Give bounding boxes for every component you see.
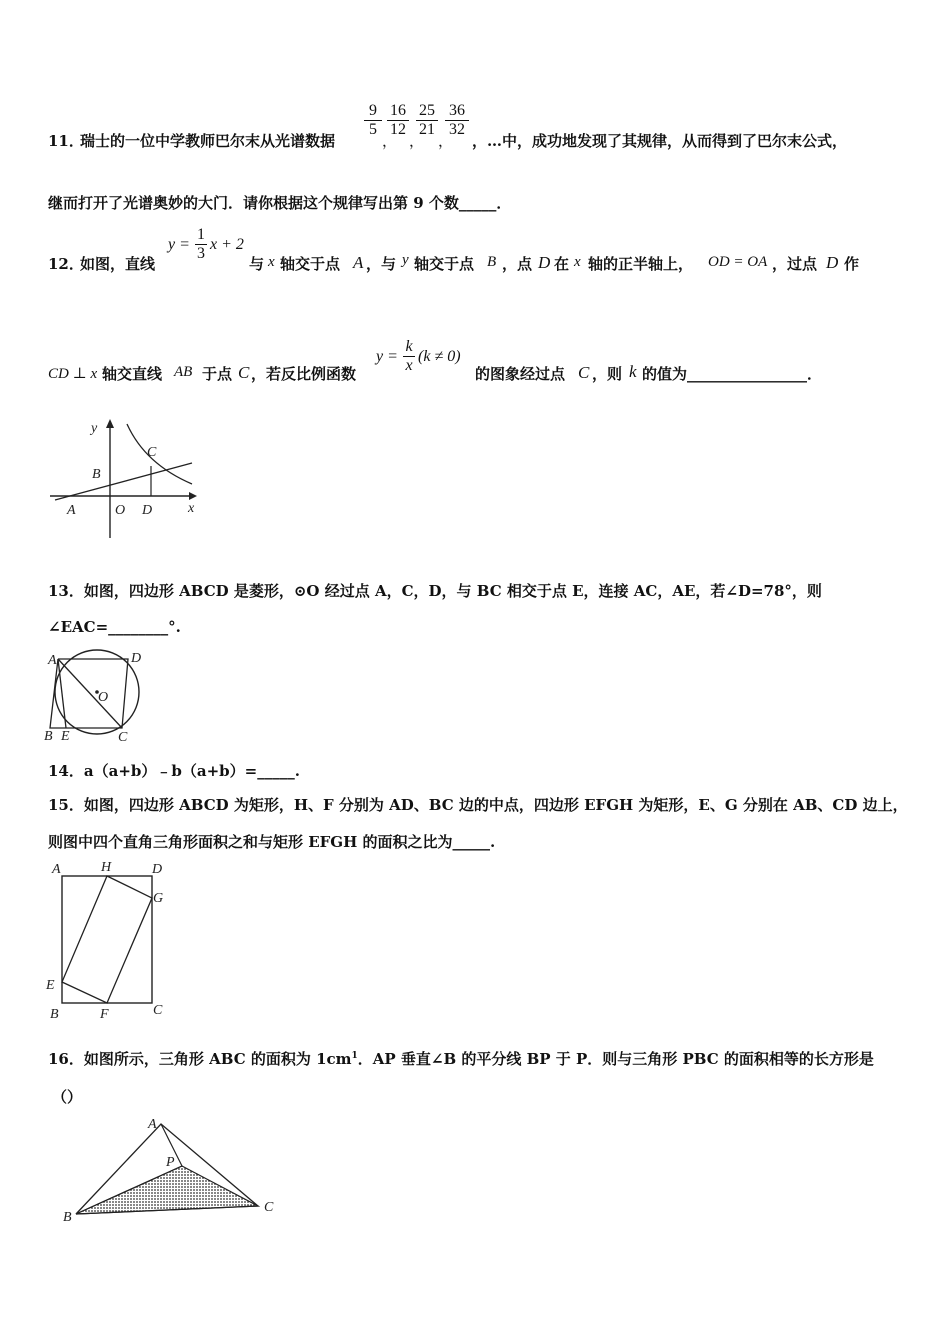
fraction-1: $\frac{9}{5}$ xyxy=(364,102,382,139)
q12-eq-fraction: $\frac{1}{3}$ xyxy=(197,226,205,262)
q12-k-over-x: $\frac{k}{x}$ xyxy=(403,338,415,375)
q14-line: 14．a（a+b）﹣b（a+b）=_____. xyxy=(48,762,300,780)
label-o: O xyxy=(115,503,126,518)
label-a: A xyxy=(67,503,76,518)
label-d: D xyxy=(142,503,153,518)
q15-line1: 15．如图，四边形 ABCD 为矩形，H、F 分别为 AD、BC 边的中点，四边形 EFGH 为矩形，E、G 分别在 AB、CD 边上， xyxy=(48,796,908,814)
label-c: C xyxy=(264,1200,274,1215)
label-b: B xyxy=(63,1210,72,1225)
label-d: D xyxy=(152,862,163,877)
q13-line2: ∠EAC=________°. xyxy=(48,618,181,636)
x-axis-arrow xyxy=(189,492,197,500)
label-g: G xyxy=(153,891,164,906)
label-c: C xyxy=(118,730,128,745)
label-c: C xyxy=(147,445,157,460)
q16-figure xyxy=(58,1114,298,1224)
q12-eq-y: y = xyxy=(168,236,190,253)
label-b: B xyxy=(44,729,53,744)
q13-line1: 13．如图，四边形 ABCD 是菱形，⊙O 经过点 A，C，D，与 BC 相交于点 E，连接 AC，AE，若∠D=78°，则 xyxy=(48,582,822,600)
q12-figure xyxy=(45,416,215,546)
label-c: C xyxy=(153,1003,163,1018)
fraction-2: $\frac{16}{12}$ xyxy=(387,102,409,139)
q12-number: 12． xyxy=(48,255,84,273)
label-a: A xyxy=(52,862,61,877)
line-ab xyxy=(55,463,192,500)
label-y: y xyxy=(91,421,98,436)
label-x: x xyxy=(188,501,195,516)
q11-text-before: 瑞士的一位中学教师巴尔末从光谱数据 xyxy=(80,132,336,150)
q13-figure xyxy=(40,648,150,748)
label-e: E xyxy=(61,729,70,744)
label-a: A xyxy=(48,653,57,668)
q15-figure xyxy=(44,858,184,1023)
label-h: H xyxy=(101,860,112,875)
fraction-4: $\frac{36}{32}$ xyxy=(445,102,469,139)
label-o: O xyxy=(98,690,109,705)
rectangle-efgh xyxy=(62,876,152,1003)
label-b: B xyxy=(50,1007,59,1022)
label-p: P xyxy=(166,1155,175,1170)
fraction-3: $\frac{25}{21}$ xyxy=(416,102,438,139)
label-a: A xyxy=(148,1117,157,1132)
hyperbola-curve xyxy=(127,424,192,484)
label-e: E xyxy=(46,978,55,993)
q15-line2: 则图中四个直角三角形面积之和与矩形 EFGH 的面积之比为_____. xyxy=(48,833,496,851)
label-f: F xyxy=(100,1007,109,1022)
label-b: B xyxy=(92,467,101,482)
rectangle-abcd xyxy=(62,876,152,1003)
y-axis-arrow xyxy=(106,419,114,428)
q16-line1: 16．如图所示，三角形 ABC 的面积为 $1cm^1$．AP 垂直∠B 的平分线 BP 于 P．则与三角形 PBC 的面积相等的长方形是 xyxy=(48,1050,874,1068)
q11-number: 11． xyxy=(48,132,84,150)
q11-text-after: ，…中，成功地发现了其规律，从而得到了巴尔末公式， xyxy=(472,132,848,150)
q16-line2: （） xyxy=(52,1088,83,1106)
segment-ac xyxy=(58,659,122,728)
label-d: D xyxy=(131,651,142,666)
q11-line2: 继而打开了光谱奥妙的大门．请你根据这个规律写出第 9 个数_____． xyxy=(48,194,512,212)
